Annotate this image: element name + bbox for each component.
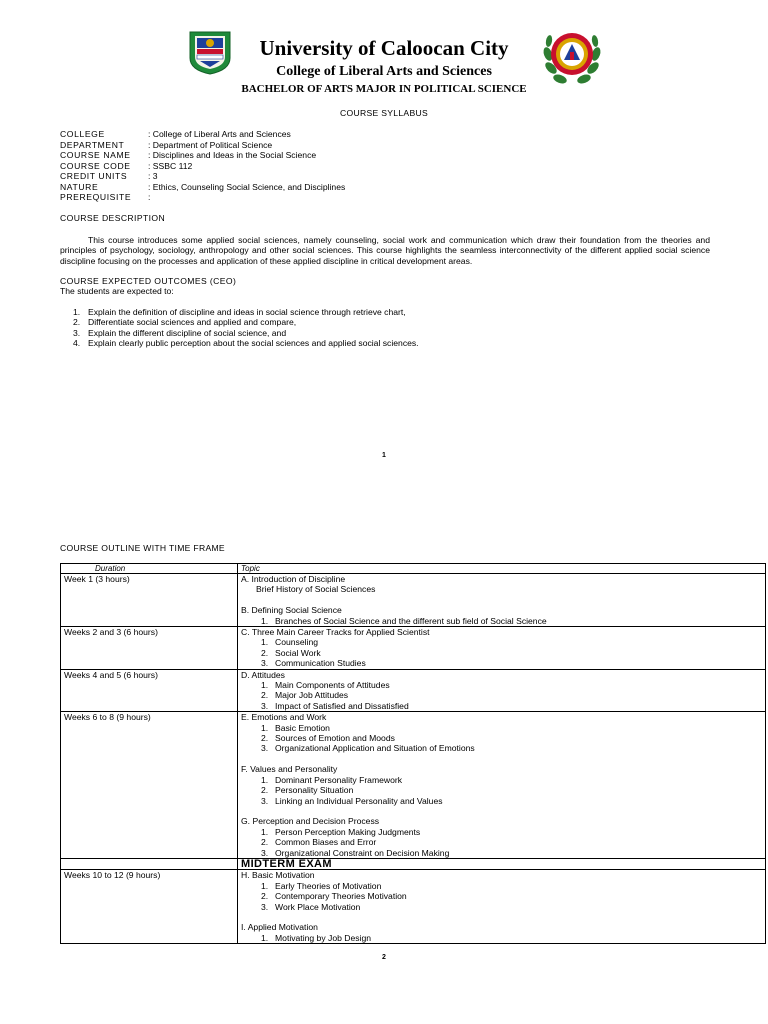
college-name: College of Liberal Arts and Sciences bbox=[276, 64, 492, 79]
topic-title: B. Defining Social Science bbox=[241, 605, 342, 616]
ceo-item: 1. Explain the definition of discipline and ideas in social science through retrieve chart, bbox=[73, 307, 406, 317]
duration-cell: Week 1 (3 hours) bbox=[61, 574, 238, 627]
subtopic: 2. Personality Situation bbox=[261, 785, 354, 796]
topic-title: G. Perception and Decision Process bbox=[241, 816, 380, 827]
ceo-item: 3. Explain the different discipline of social science, and bbox=[73, 327, 287, 338]
subtopic: 3. Organizational Application and Situation of Emotions bbox=[261, 743, 475, 754]
column-header-topic: Topic bbox=[238, 564, 766, 574]
university-name: University of Caloocan City bbox=[259, 36, 509, 60]
topic-cell bbox=[238, 669, 766, 712]
table-row bbox=[61, 627, 766, 670]
duration-cell: Weeks 2 and 3 (6 hours) bbox=[61, 627, 238, 670]
info-value: : Department of Political Science bbox=[148, 139, 273, 150]
subtopic: 3. Organizational Constraint on Decision Making bbox=[261, 847, 450, 858]
table-row bbox=[61, 574, 766, 627]
subtopic: 3. Linking an Individual Personality and Values bbox=[261, 795, 443, 806]
info-value: : SSBC 112 bbox=[148, 160, 193, 171]
topic-title: H. Basic Motivation bbox=[241, 870, 315, 881]
topic-title: I. Applied Motivation bbox=[241, 922, 318, 933]
ceo-intro: The students are expected to: bbox=[60, 286, 174, 296]
topic-title: D. Attitudes bbox=[241, 669, 285, 680]
info-value: : Disciplines and Ideas in the Social Science bbox=[148, 150, 317, 160]
ceo-item: 2. Differentiate social sciences and applied and compare, bbox=[73, 317, 297, 328]
info-value: : 3 bbox=[148, 171, 158, 181]
topic-title: C. Three Main Career Tracks for Applied Scientist bbox=[241, 627, 430, 638]
subtopic: 1. Early Theories of Motivation bbox=[261, 880, 382, 891]
info-label: CREDIT UNITS bbox=[60, 171, 128, 181]
topic-title: A. Introduction of Discipline bbox=[241, 574, 346, 584]
subtopic: 2. Contemporary Theories Motivation bbox=[261, 891, 407, 902]
subtopic: 2. Major Job Attitudes bbox=[261, 690, 349, 701]
info-value: : Ethics, Counseling Social Science, and Disciplines bbox=[148, 181, 346, 192]
info-label: DEPARTMENT bbox=[60, 139, 125, 150]
subtopic: 2. Sources of Emotion and Moods bbox=[261, 733, 395, 744]
table-row-midterm bbox=[61, 858, 766, 869]
info-value: : bbox=[148, 192, 151, 202]
ceo-heading: COURSE EXPECTED OUTCOMES (CEO) bbox=[60, 276, 237, 286]
subtopic: 1. Main Components of Attitudes bbox=[261, 680, 390, 691]
course-outline-heading: COURSE OUTLINE WITH TIME FRAME bbox=[60, 543, 225, 553]
topic-cell bbox=[238, 712, 766, 859]
info-value: : College of Liberal Arts and Sciences bbox=[148, 129, 291, 139]
topic-title: E. Emotions and Work bbox=[241, 712, 327, 723]
column-header-duration: Duration bbox=[61, 564, 238, 574]
subtopic: 1. Dominant Personality Framework bbox=[261, 774, 403, 785]
duration-cell: Weeks 4 and 5 (6 hours) bbox=[61, 669, 238, 712]
subtopic: 1. Basic Emotion bbox=[261, 722, 330, 733]
subtopic: 2. Common Biases and Error bbox=[261, 837, 377, 848]
subtopic: 1. Motivating by Job Design bbox=[261, 932, 372, 943]
table-row bbox=[61, 669, 766, 712]
document-type: COURSE SYLLABUS bbox=[339, 108, 429, 118]
topic-cell bbox=[238, 870, 766, 944]
page-number: 1 bbox=[382, 452, 386, 459]
page-number: 2 bbox=[382, 954, 386, 961]
subtopic: 3. Work Place Motivation bbox=[261, 901, 361, 912]
subtopic: 1. Person Perception Making Judgments bbox=[261, 826, 421, 837]
table-row bbox=[61, 870, 766, 944]
course-description-heading: COURSE DESCRIPTION bbox=[60, 213, 166, 223]
info-label: COLLEGE bbox=[60, 129, 105, 139]
table-row bbox=[61, 712, 766, 859]
topic-cell bbox=[238, 627, 766, 670]
subtopic: 2. Social Work bbox=[261, 647, 321, 658]
table-header-row bbox=[61, 564, 766, 574]
subtopic: Brief History of Social Sciences bbox=[256, 584, 376, 595]
subtopic: 3. Communication Studies bbox=[261, 658, 366, 669]
info-label: COURSE NAME bbox=[60, 150, 131, 160]
midterm-exam-label: MIDTERM EXAM bbox=[238, 858, 766, 869]
ceo-list bbox=[60, 307, 700, 349]
subtopic: 1. Counseling bbox=[261, 637, 318, 648]
program-name: BACHELOR OF ARTS MAJOR IN POLITICAL SCIENCE bbox=[241, 83, 527, 95]
ceo-item: 4. Explain clearly public perception about the social sciences and applied social sciences. bbox=[73, 338, 419, 349]
subtopic: 3. Impact of Satisfied and Dissatisfied bbox=[261, 700, 409, 711]
topic-title: F. Values and Personality bbox=[241, 764, 338, 775]
topic-cell bbox=[238, 574, 766, 627]
duration-cell: Weeks 10 to 12 (9 hours) bbox=[61, 870, 238, 944]
info-label: NATURE bbox=[60, 181, 99, 192]
duration-cell-empty bbox=[61, 858, 238, 869]
course-outline-table bbox=[60, 563, 766, 944]
course-description-text: This course introduces some applied social sciences, namely counseling, social work and communication which draw their foundation from the theories and principles of psychology, sociology, anthropology and other social sciences. This course highlights the seamless interconnectivity of the different applied social science discipline focusing on the processes and application of these applied discipline in critical development areas. bbox=[60, 235, 710, 266]
info-label: PREREQUISITE bbox=[60, 192, 132, 202]
subtopic: 1. Branches of Social Science and the different sub field of Social Science bbox=[261, 615, 547, 626]
duration-cell: Weeks 6 to 8 (9 hours) bbox=[61, 712, 238, 859]
info-label: COURSE CODE bbox=[60, 160, 131, 171]
